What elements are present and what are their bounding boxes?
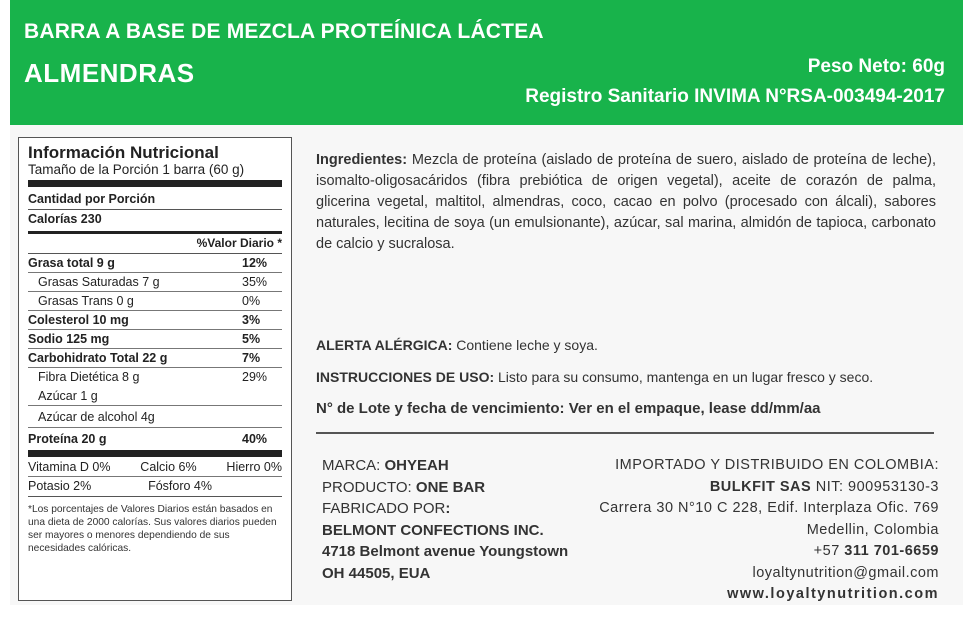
importer-heading: IMPORTADO Y DISTRIBUIDO EN COLOMBIA: (615, 457, 939, 473)
nutrient-row-trans-fat: Grasas Trans 0 g 0% (28, 292, 282, 311)
brand-line: MARCA: OHYEAH (322, 457, 449, 474)
header-banner (10, 0, 963, 125)
nutrient-row-sodium: Sodio 125 mg 5% (28, 330, 282, 349)
amount-per-serving: Cantidad por Porción (28, 192, 156, 206)
vitamin-d: Vitamina D 0% (28, 460, 111, 474)
product-line: PRODUCTO: ONE BAR (322, 478, 486, 496)
divider-thick (28, 450, 282, 457)
nutrient-row-fat: Grasa total 9 g 12% (28, 254, 282, 273)
ingredients-text (316, 150, 936, 255)
nutrient-row-carbohydrate: Carbohidrato Total 22 g 7% (28, 349, 282, 368)
importer-city: Medellin, Colombia (806, 521, 939, 538)
product-category-title: BARRA A BASE DE MEZCLA PROTEÍNICA LÁCTEA (24, 20, 544, 43)
nutrition-facts-panel (18, 137, 292, 601)
manufacturer-name: BELMONT CONFECTIONS INC. (322, 521, 544, 539)
calories-row: Calorías 230 (28, 212, 102, 226)
nutrient-row-protein: Proteína 20 g 40% (28, 432, 268, 446)
divider-thick (28, 180, 282, 187)
vitamins-row-1 (28, 458, 282, 477)
potassium: Potasio 2% (28, 479, 92, 493)
ingredients-label: Ingredientes: (316, 152, 408, 168)
iron: Hierro 0% (226, 460, 282, 474)
manufacturer-label: FABRICADO POR: (322, 500, 451, 517)
ingredients-block (316, 150, 936, 255)
importer-email[interactable]: loyaltynutrition@gmail.com (752, 564, 939, 581)
lot-expiry: N° de Lote y fecha de vencimiento: Ver en el empaque, lease dd/mm/aa (316, 400, 821, 417)
daily-value-header: %Valor Diario * (196, 236, 282, 250)
ingredients-list: Mezcla de proteína (aislado de proteína de suero, aislado de proteína de leche), isomalto-oligosacáridos (fibra prebiótica de origen vegetal), aceite de corazón de palma, glicerina vegetal, maltitol, almendras, coco, cacao en polvo (procesado con álcali), sabores naturales, lecitina de soya (un emulsionante), azúcar, sal marina, almidón de tapioca, carbonato de calcio y sucralosa. (316, 152, 936, 252)
brand-info (322, 455, 568, 584)
importer-info (599, 455, 939, 606)
manufacturer-address: 4718 Belmont avenue Youngstown (322, 543, 569, 560)
divider-line (316, 432, 934, 434)
product-flavor: ALMENDRAS (24, 58, 195, 88)
daily-value-footnote: *Los porcentajes de Valores Diarios están basados en una dieta de 2000 calorías. Sus valores diarios pueden ser mayores o menores dependiendo de sus necesidades calóricas. (28, 504, 277, 554)
allergy-alert: ALERTA ALÉRGICA: Contiene leche y soya. (316, 337, 598, 353)
importer-phone: +57 311 701-6659 (813, 543, 939, 559)
manufacturer-city: OH 44505, EUA (322, 564, 431, 582)
divider-thin (28, 496, 282, 497)
importer-address: Carrera 30 N°10 C 228, Edif. Interplaza Ofic. 769 (599, 500, 939, 516)
vitamins-row-2 (28, 477, 282, 496)
importer-company: BULKFIT SAS NIT: 900953130-3 (709, 478, 939, 495)
nutrient-row-sugar-alcohol: Azúcar de alcohol 4g (28, 406, 282, 428)
serving-size: Tamaño de la Porción 1 barra (60 g) (28, 162, 245, 177)
phosphorus: Fósforo 4% (148, 479, 212, 493)
nutrient-row-fiber: Fibra Dietética 8 g 29% (38, 370, 268, 384)
nutrient-row-sugar: Azúcar 1 g (28, 387, 282, 406)
importer-website[interactable]: www.loyaltynutrition.com (727, 586, 939, 602)
nutrient-row-cholesterol: Colesterol 10 mg 3% (28, 311, 282, 330)
nutrition-title: Información Nutricional (28, 143, 219, 162)
net-weight: Peso Neto: 60g (807, 56, 945, 77)
sanitary-registration: Registro Sanitario INVIMA N°RSA-003494-2017 (525, 86, 945, 107)
calcium: Calcio 6% (140, 460, 197, 474)
usage-instructions: INSTRUCCIONES DE USO: Listo para su consumo, mantenga en un lugar fresco y seco. (316, 369, 874, 385)
nutrient-row-saturated-fat: Grasas Saturadas 7 g 35% (28, 273, 282, 292)
